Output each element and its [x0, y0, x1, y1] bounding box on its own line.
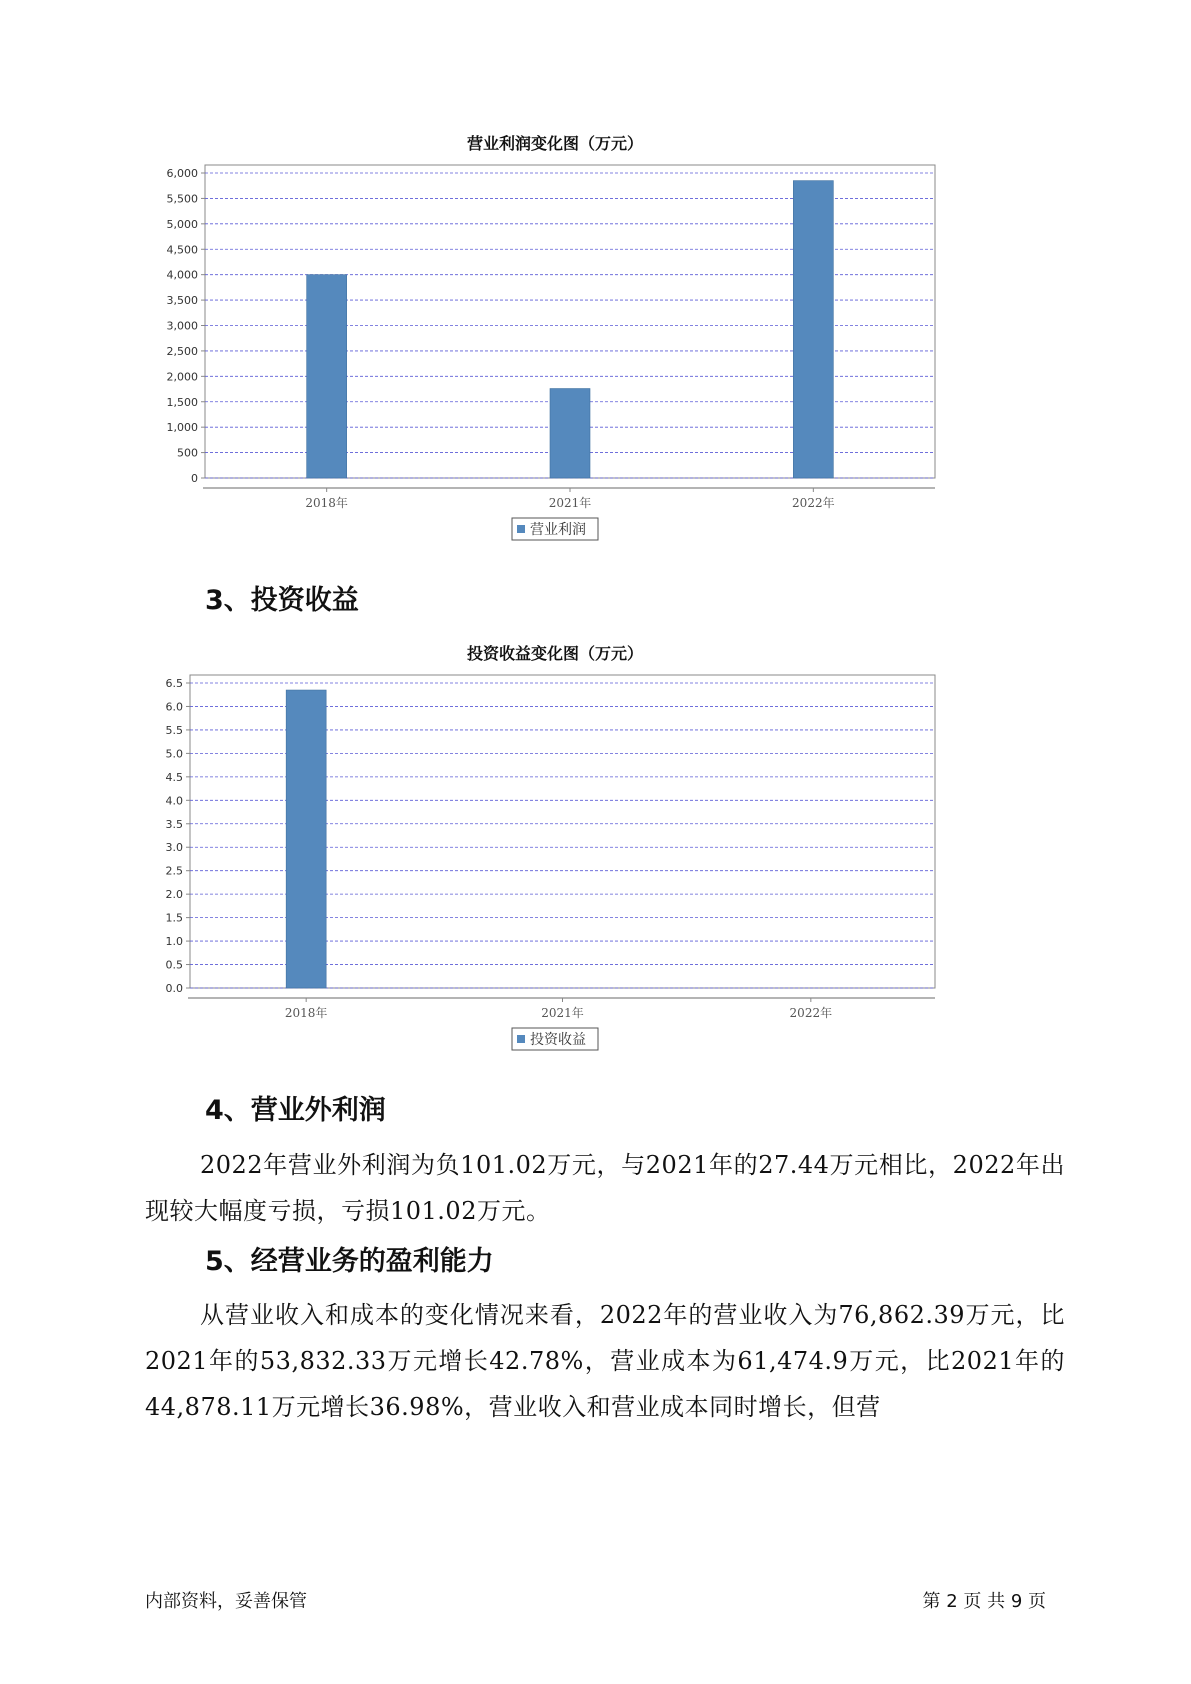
y-tick-label: 2,000: [166, 370, 198, 384]
y-tick-label: 4,500: [166, 243, 198, 257]
y-tick-label: 2,500: [166, 344, 198, 358]
y-tick-label: 1.0: [165, 935, 183, 949]
operating-profit-chart: [150, 125, 1020, 555]
y-tick-label: 0.0: [165, 982, 183, 995]
legend-swatch: [517, 525, 525, 533]
y-tick-label: 5,000: [166, 217, 198, 231]
section-3-heading: 3、投资收益: [205, 585, 359, 616]
investment-income-chart: [150, 635, 1020, 1065]
y-tick-label: 5,500: [166, 192, 198, 206]
footer-confidential-note: 内部资料，妥善保管: [145, 1591, 307, 1612]
legend: [512, 518, 598, 540]
x-tick-label: 2018年: [305, 496, 348, 510]
y-tick-label: 1,500: [166, 395, 198, 409]
y-tick-label: 6.0: [165, 700, 183, 714]
y-tick-label: 3.5: [165, 817, 183, 831]
bar: [307, 275, 347, 478]
y-tick-label: 0.5: [165, 958, 183, 972]
y-tick-label: 6.5: [165, 677, 183, 690]
x-tick-label: 2018年: [284, 1006, 328, 1020]
y-tick-label: 2.5: [165, 864, 183, 878]
section-5-heading: 5、经营业务的盈利能力: [205, 1246, 494, 1277]
y-tick-label: 5.0: [165, 747, 183, 761]
y-tick-label: 500: [177, 446, 198, 460]
y-tick-label: 0: [191, 472, 198, 485]
chart-title: 投资收益变化图（万元）: [466, 644, 644, 663]
x-tick-label: 2022年: [792, 496, 835, 510]
section-4-paragraph: 2022年营业外利润为负101.02万元，与2021年的27.44万元相比，2022年出现较大幅度亏损，亏损101.02万元。: [145, 1151, 1065, 1225]
chart-title: 营业利润变化图（万元）: [466, 134, 644, 153]
legend-label: 投资收益: [530, 1032, 586, 1048]
y-tick-label: 4.5: [165, 770, 183, 784]
y-tick-label: 1.5: [165, 911, 183, 925]
y-tick-label: 4,000: [166, 268, 198, 282]
operating-profit-chart-svg: [150, 125, 1020, 555]
y-tick-label: 3,000: [166, 319, 198, 333]
y-tick-label: 5.5: [165, 723, 183, 737]
legend: [512, 1028, 598, 1050]
bar: [550, 389, 590, 478]
y-tick-label: 4.0: [165, 794, 183, 808]
investment-income-chart-svg: [150, 635, 1020, 1065]
legend-label: 营业利润: [530, 522, 586, 538]
section-4-heading: 4、营业外利润: [205, 1095, 386, 1126]
y-tick-label: 3.0: [165, 841, 183, 855]
y-tick-label: 3,500: [166, 294, 198, 308]
bar: [286, 690, 326, 988]
y-tick-label: 1,000: [166, 421, 198, 435]
y-tick-label: 6,000: [166, 167, 198, 180]
section-5-paragraph: 从营业收入和成本的变化情况来看，2022年的营业收入为76,862.39万元，比2021年的53,832.33万元增长42.78%，营业成本为61,474.9万元，比2021年的44,878.11万元增长36.98%，营业收入和营业成本同时增长，但营: [145, 1301, 1065, 1421]
x-tick-label: 2021年: [541, 1006, 584, 1020]
y-tick-label: 2.0: [165, 888, 183, 902]
x-tick-label: 2022年: [789, 1006, 833, 1020]
x-tick-label: 2021年: [548, 496, 592, 510]
footer-page-number: 第 2 页 共 9 页: [922, 1591, 1046, 1612]
bar: [793, 181, 833, 478]
legend-swatch: [517, 1035, 525, 1043]
